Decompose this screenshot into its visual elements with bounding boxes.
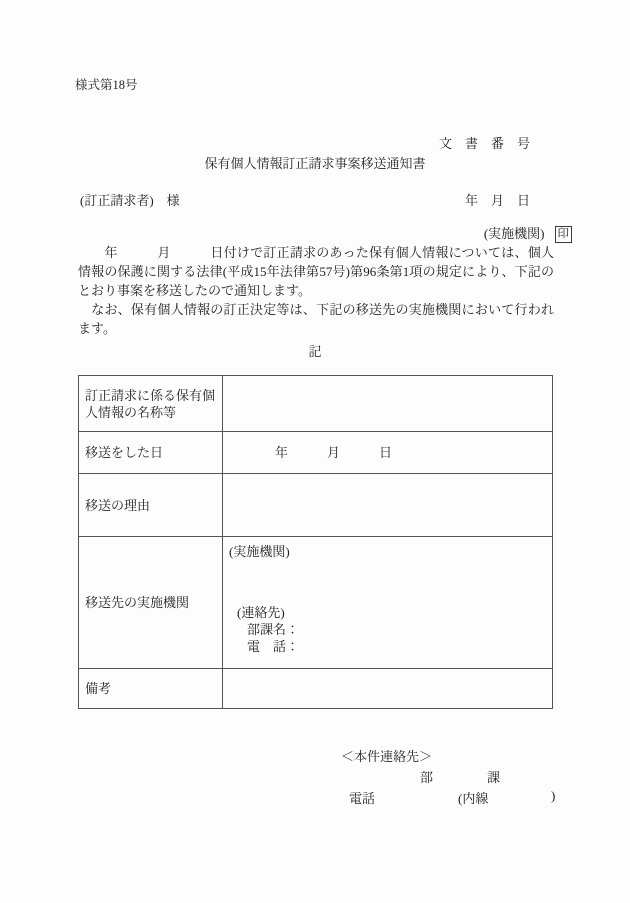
footer-contact-block bbox=[0, 746, 630, 810]
footer-contact-title: ＜本件連絡先＞ bbox=[341, 749, 433, 764]
label-transfer-date: 移送をした日 bbox=[79, 432, 223, 474]
table-row-transfer-date bbox=[79, 432, 553, 474]
document-date-line: 年 月 日 bbox=[464, 193, 530, 208]
value-transfer-date: 年 月 日 bbox=[223, 432, 553, 474]
destination-dept-label: 部課名： bbox=[247, 622, 300, 637]
value-remarks bbox=[223, 669, 553, 709]
recipient-line: (訂正請求者) 様 bbox=[80, 193, 180, 208]
destination-agency-label: (実施機関) bbox=[229, 544, 290, 559]
body-paragraph-2: なお、保有個人情報の訂正決定等は、下記の移送先の実施機関において行われます。 bbox=[78, 302, 554, 336]
form-number: 様式第18号 bbox=[75, 78, 138, 92]
label-transfer-reason: 移送の理由 bbox=[79, 474, 223, 537]
value-destination-agency bbox=[223, 537, 553, 669]
transfer-table bbox=[78, 375, 553, 709]
footer-tel-label: 電話 bbox=[349, 791, 376, 806]
footer-extension-close: ) bbox=[551, 788, 556, 803]
table-row-info-name bbox=[79, 376, 553, 432]
record-marker: 記 bbox=[308, 344, 322, 359]
footer-dept-label: 部 bbox=[420, 770, 434, 785]
label-destination-agency: 移送先の実施機関 bbox=[79, 537, 223, 669]
issuer-label: (実施機関) bbox=[483, 226, 545, 241]
destination-contact-label: (連絡先) bbox=[237, 605, 285, 620]
value-info-name bbox=[223, 376, 553, 432]
footer-extension-label: (内線 bbox=[458, 791, 489, 806]
value-transfer-reason bbox=[223, 474, 553, 537]
footer-section-label: 課 bbox=[487, 770, 501, 785]
table-row-destination-agency bbox=[79, 537, 553, 669]
label-info-name: 訂正請求に係る保有個人情報の名称等 bbox=[79, 376, 223, 432]
table-row-remarks bbox=[79, 669, 553, 709]
label-remarks: 備考 bbox=[79, 669, 223, 709]
document-number-label: 文 書 番 号 bbox=[438, 136, 530, 151]
seal-mark: 印 bbox=[555, 226, 573, 243]
body-paragraph-1: 年 月 日付けで訂正請求のあった保有個人情報については、個人情報の保護に関する法律(平成15年法律第57号)第96条第1項の規定により、下記のとおり事案を移送したので通知します。 bbox=[78, 245, 554, 298]
table-row-transfer-reason bbox=[79, 474, 553, 537]
page-title: 保有個人情報訂正請求事案移送通知書 bbox=[204, 156, 426, 171]
body-text bbox=[78, 243, 554, 338]
destination-tel-label: 電 話： bbox=[247, 639, 300, 654]
